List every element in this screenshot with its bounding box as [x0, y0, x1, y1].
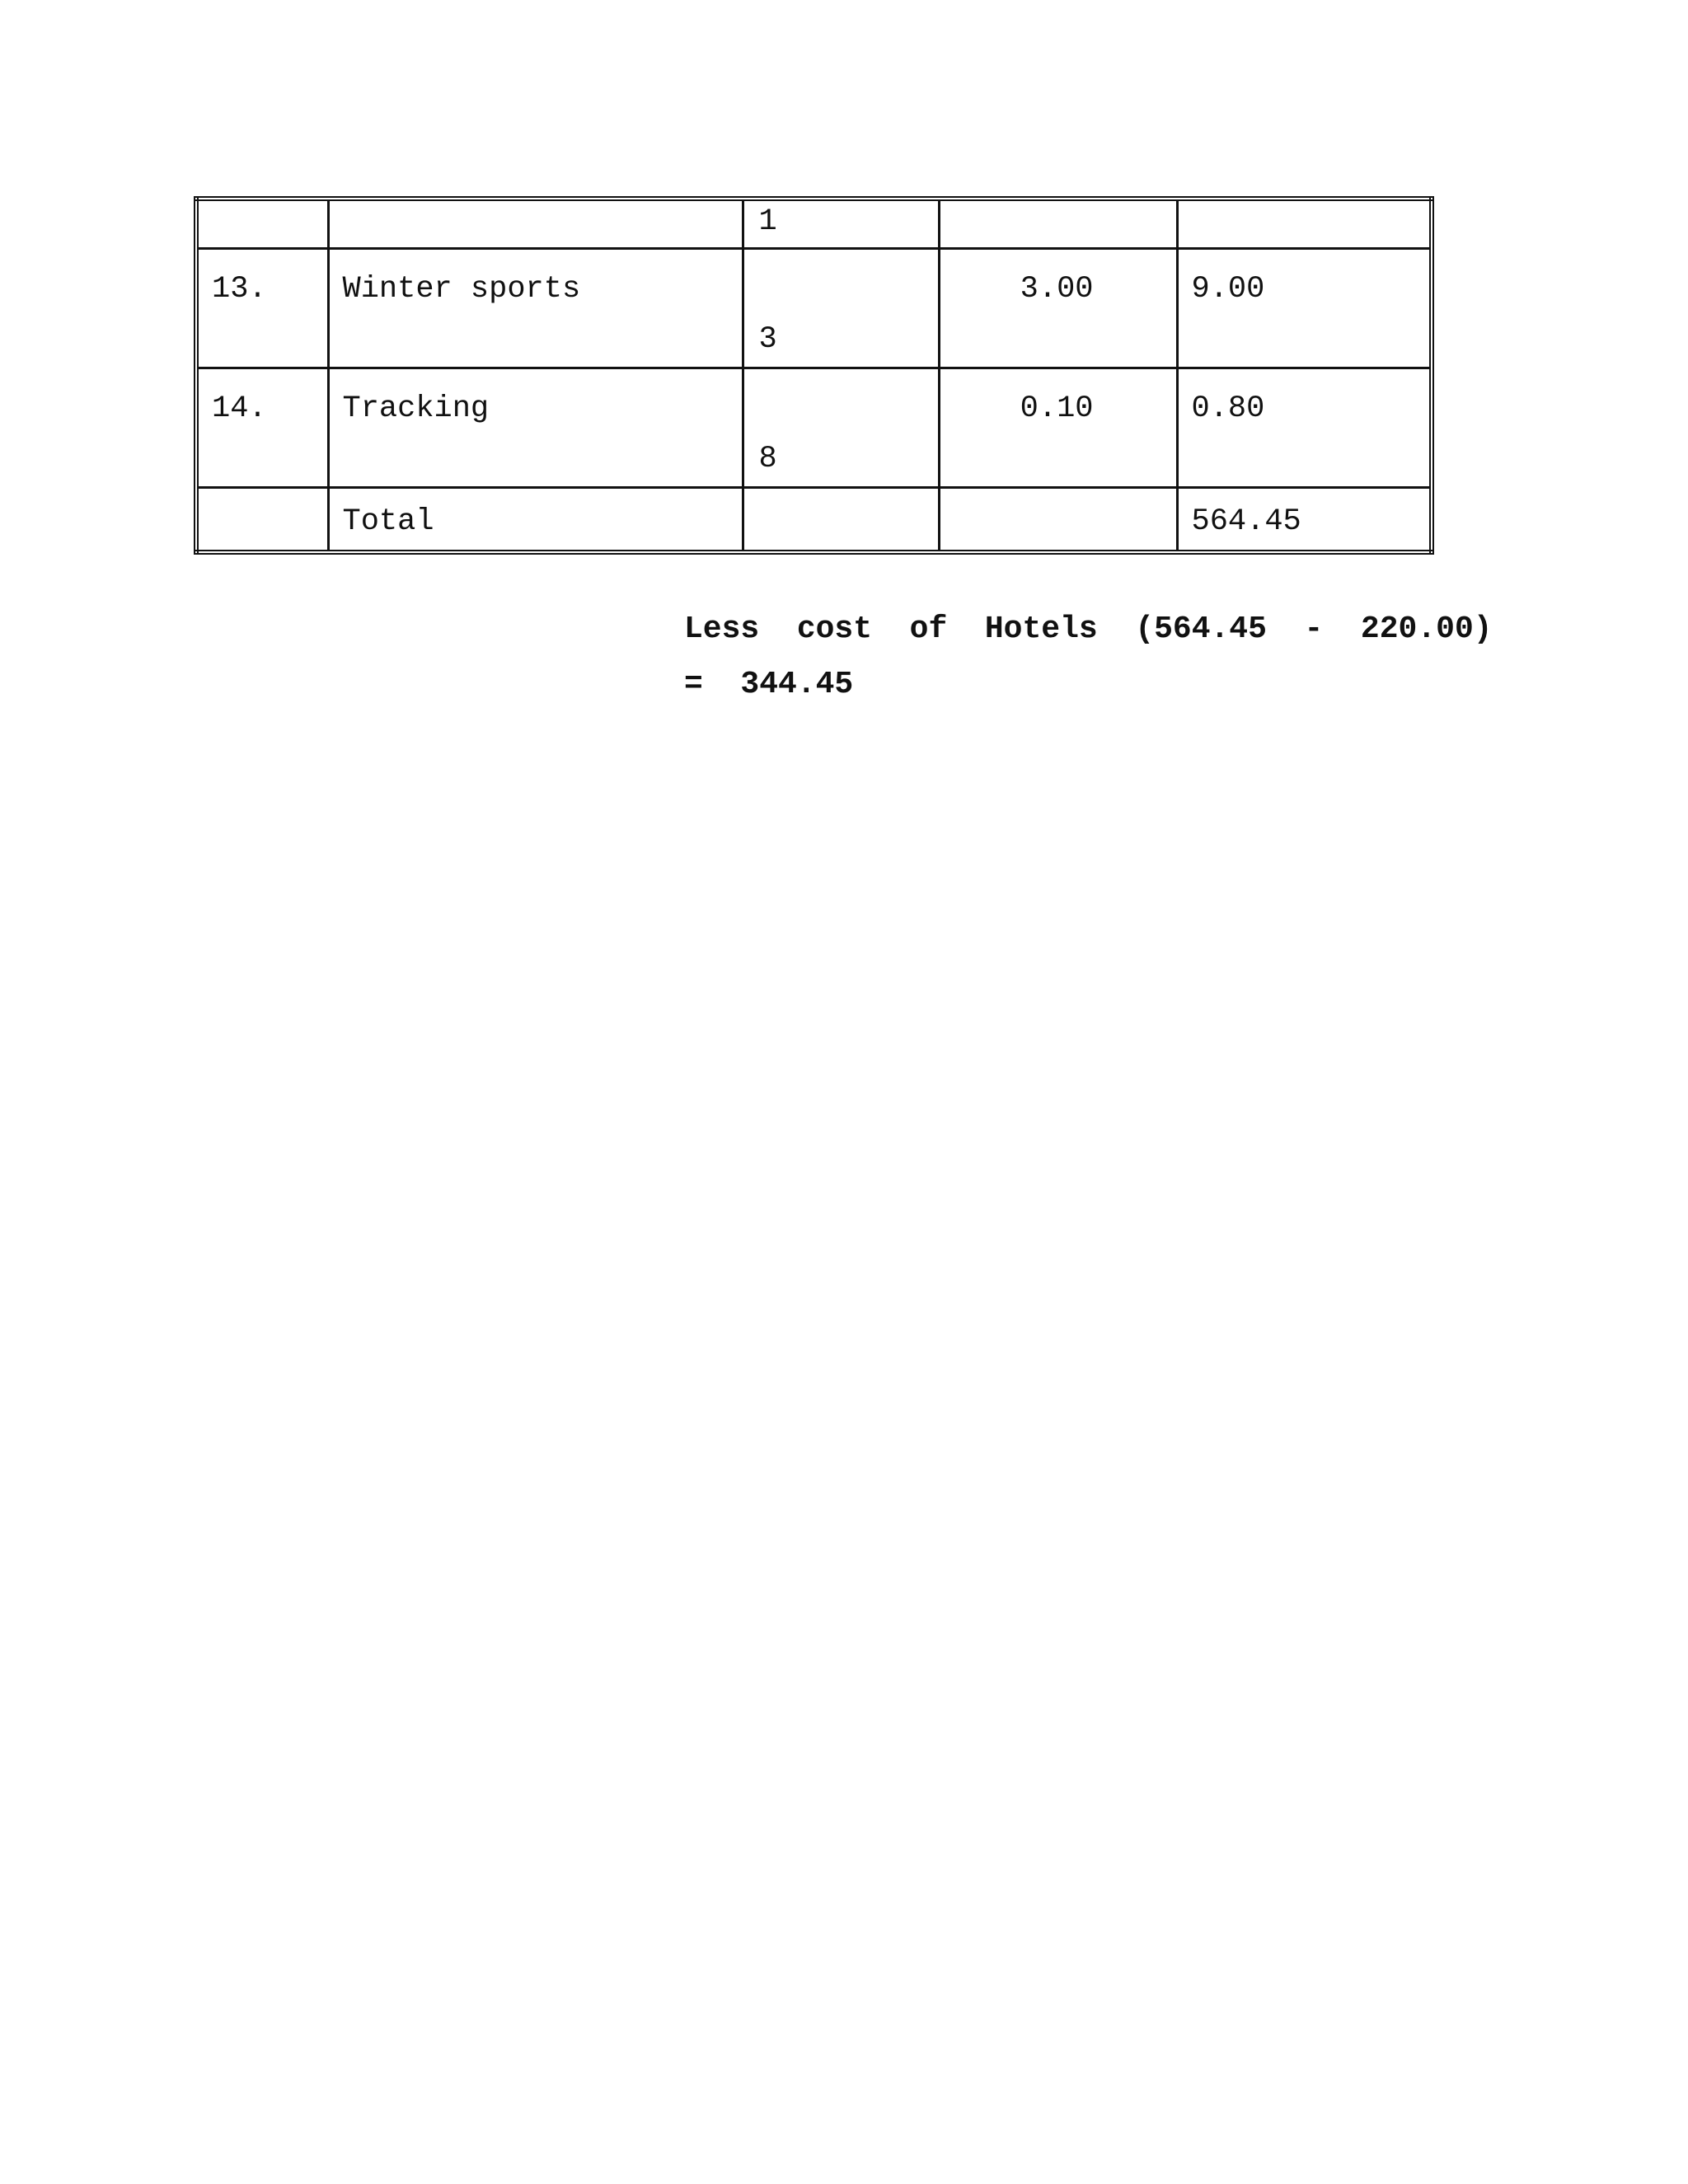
hotel-cost-deduction-line: Less cost of Hotels (564.45 - 220.00) — [684, 612, 1493, 647]
total-row — [196, 488, 1432, 553]
table-row — [196, 249, 1432, 368]
total-label-cell: Total — [328, 488, 743, 553]
row-number-cell — [196, 488, 328, 553]
amount-cell — [1177, 199, 1432, 249]
item-cell: Tracking — [328, 368, 743, 488]
rate-cell: 0.10 — [939, 368, 1177, 488]
row-number-cell: 14. — [196, 368, 328, 488]
quantity-cell: 8 — [743, 368, 939, 488]
quantity-cell: 1 — [743, 199, 939, 249]
total-amount-cell: 564.45 — [1177, 488, 1432, 553]
table-row — [196, 199, 1432, 249]
item-cell — [328, 199, 743, 249]
net-total-line: = 344.45 — [684, 667, 854, 702]
amount-cell: 9.00 — [1177, 249, 1432, 368]
rate-cell — [939, 199, 1177, 249]
row-number-cell — [196, 199, 328, 249]
item-cell: Winter sports — [328, 249, 743, 368]
row-number-cell: 13. — [196, 249, 328, 368]
rate-cell: 3.00 — [939, 249, 1177, 368]
amount-cell: 0.80 — [1177, 368, 1432, 488]
quantity-cell — [743, 488, 939, 553]
rate-cell — [939, 488, 1177, 553]
quantity-cell: 3 — [743, 249, 939, 368]
expense-table — [194, 196, 1434, 555]
table-row — [196, 368, 1432, 488]
